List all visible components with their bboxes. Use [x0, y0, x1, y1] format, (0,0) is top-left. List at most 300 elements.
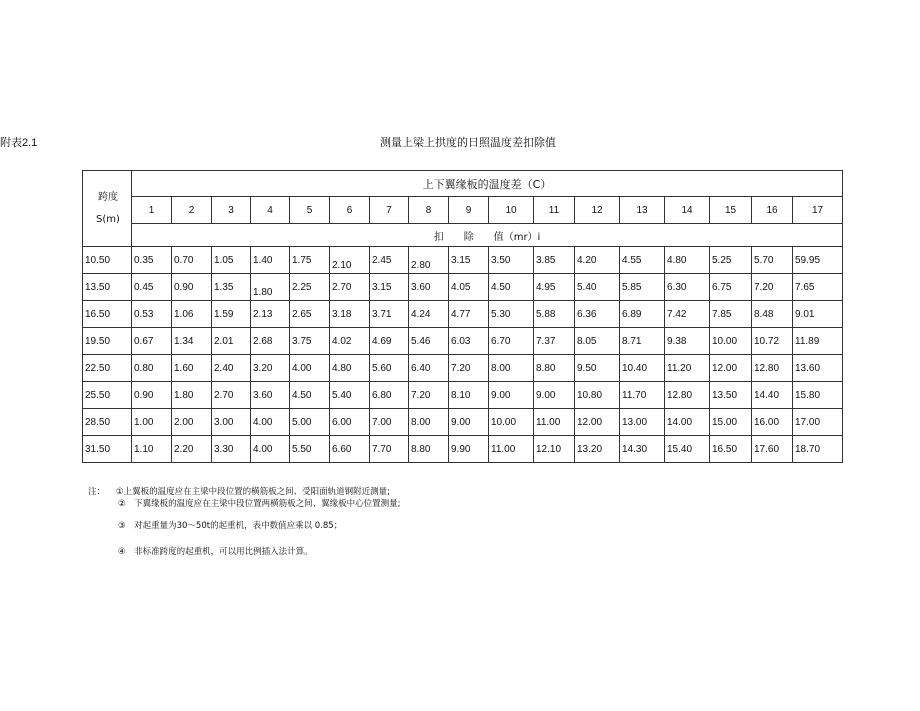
value-cell: [710, 274, 752, 301]
table-row: [83, 436, 843, 463]
value-text: 12.80: [667, 389, 693, 401]
value-text: 4.02: [332, 335, 352, 347]
value-cell: [172, 355, 212, 382]
temp-col-header: 15: [710, 197, 752, 224]
value-text: 18.70: [795, 443, 821, 455]
value-text: 9.38: [667, 335, 687, 347]
value-cell: [665, 382, 710, 409]
value-text: 11.89: [795, 335, 820, 347]
table-row: [83, 409, 843, 436]
value-text: 9.01: [795, 308, 815, 320]
value-text: 11.00: [491, 443, 516, 455]
value-cell: [575, 436, 620, 463]
value-text: 1.40: [253, 254, 273, 266]
value-text: 4.80: [332, 362, 352, 374]
value-cell: [370, 436, 409, 463]
value-text: 8.00: [411, 416, 431, 428]
value-cell: [665, 409, 710, 436]
value-text: 2.20: [174, 443, 194, 455]
value-cell: [449, 382, 489, 409]
value-text: 1.75: [292, 254, 312, 266]
value-text: 3.18: [332, 308, 352, 320]
value-text: 8.00: [491, 362, 511, 374]
temp-col-header: 17: [793, 197, 843, 224]
value-cell: [575, 301, 620, 328]
value-text: 6.89: [622, 308, 642, 320]
value-cell: [132, 355, 172, 382]
value-cell: [752, 355, 793, 382]
value-cell: [534, 382, 575, 409]
span-cell: 22.50: [83, 355, 132, 382]
value-cell: [212, 328, 251, 355]
value-cell: [620, 382, 665, 409]
temp-col-header: 11: [534, 197, 575, 224]
value-cell: [409, 409, 449, 436]
value-text: 15.80: [795, 389, 821, 401]
value-text: 1.80: [253, 286, 273, 298]
value-cell: [665, 436, 710, 463]
value-cell: [710, 355, 752, 382]
value-cell: [370, 382, 409, 409]
value-text: 7.42: [667, 308, 687, 320]
value-text: 15.40: [667, 443, 693, 455]
temp-col-header: 14: [665, 197, 710, 224]
value-cell: [752, 382, 793, 409]
value-text: 6.03: [451, 335, 471, 347]
value-text: 17.60: [754, 443, 780, 455]
temp-col-header: 5: [290, 197, 330, 224]
table-row: [83, 301, 843, 328]
temp-col-header: 2: [172, 197, 212, 224]
value-text: 4.55: [622, 254, 642, 266]
value-cell: [534, 301, 575, 328]
value-text: 13.00: [622, 416, 648, 428]
value-cell: [172, 436, 212, 463]
table-row: [83, 355, 843, 382]
value-text: 1.35: [214, 281, 234, 293]
value-text: 3.00: [214, 416, 234, 428]
value-cell: [534, 409, 575, 436]
value-text: 7.00: [372, 416, 392, 428]
value-cell: [330, 409, 370, 436]
value-cell: [290, 247, 330, 274]
value-text: 12.00: [712, 362, 738, 374]
value-text: 8.10: [451, 389, 471, 401]
value-text: 9.00: [451, 416, 471, 428]
value-cell: [489, 436, 534, 463]
span-header-line1: 跨度: [98, 191, 118, 203]
header-row-temp-columns: [83, 197, 843, 224]
value-text: 12.00: [577, 416, 603, 428]
value-cell: [752, 247, 793, 274]
value-text: 4.20: [577, 254, 597, 266]
value-cell: [251, 436, 290, 463]
value-cell: [330, 247, 370, 274]
value-cell: [409, 301, 449, 328]
value-text: 6.30: [667, 281, 687, 293]
value-cell: [752, 301, 793, 328]
value-text: 2.40: [214, 362, 234, 374]
value-text: 10.72: [754, 335, 780, 347]
value-text: 2.80: [411, 259, 431, 271]
value-cell: [172, 409, 212, 436]
temp-col-header: 4: [251, 197, 290, 224]
value-cell: [575, 382, 620, 409]
value-text: 7.85: [712, 308, 732, 320]
value-text: 3.30: [214, 443, 234, 455]
value-cell: [793, 355, 843, 382]
value-text: 7.20: [754, 281, 774, 293]
value-cell: [132, 247, 172, 274]
value-cell: [793, 301, 843, 328]
notes-label: 注：: [88, 487, 106, 497]
value-cell: [251, 301, 290, 328]
value-text: 5.46: [411, 335, 431, 347]
table-row: [83, 247, 843, 274]
value-cell: [330, 436, 370, 463]
value-cell: [409, 247, 449, 274]
value-cell: [172, 328, 212, 355]
value-cell: [290, 355, 330, 382]
value-text: 10.00: [712, 335, 738, 347]
value-text: 8.05: [577, 335, 597, 347]
value-cell: [620, 409, 665, 436]
value-text: 1.05: [214, 254, 234, 266]
value-text: 5.30: [491, 308, 511, 320]
value-cell: [793, 247, 843, 274]
value-cell: [370, 301, 409, 328]
value-text: 1.06: [174, 308, 194, 320]
value-text: 3.20: [253, 362, 273, 374]
value-cell: [489, 274, 534, 301]
value-cell: [251, 247, 290, 274]
value-cell: [409, 328, 449, 355]
deduction-header: 扣 除 值（mr）i: [132, 224, 843, 247]
value-cell: [710, 382, 752, 409]
value-text: 13.60: [795, 362, 821, 374]
value-cell: [330, 274, 370, 301]
value-text: 0.70: [174, 254, 194, 266]
value-text: 16.50: [712, 443, 738, 455]
header-row-temperature: [83, 171, 843, 197]
span-cell: 13.50: [83, 274, 132, 301]
value-text: 5.70: [754, 254, 774, 266]
value-text: 7.65: [795, 281, 815, 293]
value-text: 2.13: [253, 308, 273, 320]
value-text: 7.20: [451, 362, 471, 374]
value-cell: [534, 274, 575, 301]
value-cell: [534, 355, 575, 382]
value-cell: [752, 409, 793, 436]
value-text: 5.85: [622, 281, 642, 293]
value-cell: [212, 409, 251, 436]
value-cell: [132, 382, 172, 409]
value-text: 15.00: [712, 416, 738, 428]
value-cell: [449, 328, 489, 355]
value-cell: [575, 355, 620, 382]
value-cell: [489, 409, 534, 436]
value-cell: [449, 436, 489, 463]
value-cell: [290, 382, 330, 409]
value-cell: [793, 436, 843, 463]
value-cell: [710, 409, 752, 436]
value-text: 14.00: [667, 416, 693, 428]
value-text: 0.53: [134, 308, 154, 320]
table-row: [83, 328, 843, 355]
value-cell: [330, 382, 370, 409]
value-cell: [534, 247, 575, 274]
value-text: 0.35: [134, 254, 154, 266]
value-cell: [251, 328, 290, 355]
value-text: 2.70: [214, 389, 234, 401]
value-cell: [665, 247, 710, 274]
header-row-deduction: [83, 224, 843, 247]
value-cell: [752, 274, 793, 301]
value-cell: [330, 355, 370, 382]
value-text: 2.65: [292, 308, 312, 320]
value-cell: [534, 328, 575, 355]
note-4: ④ 非标准跨度的起重机，可以用比例插入法计算。: [118, 547, 313, 557]
value-cell: [132, 436, 172, 463]
value-text: 9.90: [451, 443, 471, 455]
value-cell: [251, 274, 290, 301]
value-text: 1.59: [214, 308, 234, 320]
value-text: 17.00: [795, 416, 821, 428]
value-text: 6.75: [712, 281, 732, 293]
value-cell: [132, 328, 172, 355]
value-cell: [449, 409, 489, 436]
value-cell: [449, 247, 489, 274]
value-cell: [132, 409, 172, 436]
value-cell: [409, 355, 449, 382]
value-cell: [710, 328, 752, 355]
span-cell: 19.50: [83, 328, 132, 355]
value-cell: [290, 274, 330, 301]
value-text: 5.88: [536, 308, 556, 320]
value-cell: [752, 328, 793, 355]
value-cell: [409, 436, 449, 463]
value-text: 1.34: [174, 335, 194, 347]
value-cell: [793, 382, 843, 409]
value-text: 4.95: [536, 281, 556, 293]
value-text: 5.40: [332, 389, 352, 401]
value-text: 3.50: [491, 254, 511, 266]
value-cell: [251, 382, 290, 409]
value-text: 0.67: [134, 335, 154, 347]
value-text: 2.70: [332, 281, 352, 293]
value-text: 11.20: [667, 362, 692, 374]
value-cell: [172, 247, 212, 274]
temp-col-header: 13: [620, 197, 665, 224]
value-text: 6.40: [411, 362, 431, 374]
value-cell: [290, 301, 330, 328]
span-cell: 25.50: [83, 382, 132, 409]
value-text: 10.40: [622, 362, 648, 374]
value-cell: [489, 247, 534, 274]
value-cell: [665, 355, 710, 382]
value-text: 3.15: [451, 254, 471, 266]
value-text: 2.68: [253, 335, 273, 347]
value-text: 1.60: [174, 362, 194, 374]
value-text: 4.24: [411, 308, 431, 320]
value-cell: [212, 247, 251, 274]
temp-col-header: 1: [132, 197, 172, 224]
value-cell: [172, 274, 212, 301]
value-text: 10.80: [577, 389, 603, 401]
value-text: 14.40: [754, 389, 780, 401]
value-text: 4.50: [292, 389, 312, 401]
span-cell: 28.50: [83, 409, 132, 436]
value-cell: [489, 382, 534, 409]
value-cell: [710, 247, 752, 274]
temp-col-header: 16: [752, 197, 793, 224]
value-cell: [575, 274, 620, 301]
value-cell: [620, 328, 665, 355]
value-cell: [370, 247, 409, 274]
value-cell: [290, 328, 330, 355]
value-text: 3.60: [253, 389, 273, 401]
span-cell: 31.50: [83, 436, 132, 463]
value-text: 13.20: [577, 443, 603, 455]
value-text: 8.80: [536, 362, 556, 374]
value-cell: [449, 301, 489, 328]
value-text: 5.60: [372, 362, 392, 374]
span-cell: 16.50: [83, 301, 132, 328]
temp-col-header: 6: [330, 197, 370, 224]
value-text: 11.70: [622, 389, 647, 401]
span-header: [83, 171, 132, 247]
temp-col-header: 9: [449, 197, 489, 224]
appendix-label: 附表2.1: [0, 137, 38, 149]
value-cell: [409, 274, 449, 301]
value-text: 13.50: [712, 389, 738, 401]
value-text: 4.69: [372, 335, 392, 347]
value-cell: [172, 301, 212, 328]
value-cell: [793, 409, 843, 436]
value-text: 0.90: [134, 389, 154, 401]
table-row: [83, 274, 843, 301]
value-text: 2.01: [214, 335, 234, 347]
value-text: 10.00: [491, 416, 517, 428]
value-text: 3.15: [372, 281, 392, 293]
value-cell: [710, 301, 752, 328]
value-text: 9.50: [577, 362, 597, 374]
value-text: 4.00: [253, 416, 273, 428]
value-text: 4.50: [491, 281, 511, 293]
value-text: 5.00: [292, 416, 312, 428]
value-text: 11.00: [536, 416, 561, 428]
value-text: 59.95: [795, 254, 821, 266]
value-text: 4.80: [667, 254, 687, 266]
value-cell: [212, 436, 251, 463]
value-cell: [620, 436, 665, 463]
value-cell: [793, 274, 843, 301]
value-cell: [534, 436, 575, 463]
value-text: 4.77: [451, 308, 471, 320]
value-text: 0.45: [134, 281, 154, 293]
value-text: 3.75: [292, 335, 312, 347]
value-cell: [172, 382, 212, 409]
value-text: 9.00: [491, 389, 511, 401]
temp-col-header: 12: [575, 197, 620, 224]
value-text: 5.25: [712, 254, 732, 266]
value-text: 9.00: [536, 389, 556, 401]
value-cell: [370, 274, 409, 301]
value-text: 3.71: [372, 308, 392, 320]
deduction-table: [82, 170, 843, 463]
value-cell: [330, 328, 370, 355]
value-cell: [449, 355, 489, 382]
value-cell: [575, 409, 620, 436]
value-text: 3.60: [411, 281, 431, 293]
temp-diff-header: 上下翼缘板的温度差（C）: [132, 171, 843, 197]
value-cell: [212, 301, 251, 328]
value-cell: [132, 274, 172, 301]
value-cell: [290, 409, 330, 436]
value-text: 1.00: [134, 416, 154, 428]
value-text: 3.85: [536, 254, 556, 266]
value-text: 6.36: [577, 308, 597, 320]
value-text: 2.10: [332, 259, 352, 271]
value-text: 0.80: [134, 362, 154, 374]
value-text: 12.10: [536, 443, 562, 455]
value-cell: [665, 301, 710, 328]
value-cell: [132, 301, 172, 328]
value-text: 7.70: [372, 443, 392, 455]
value-text: 8.80: [411, 443, 431, 455]
temp-col-header: 10: [489, 197, 534, 224]
value-cell: [251, 409, 290, 436]
temp-col-header: 7: [370, 197, 409, 224]
value-text: 14.30: [622, 443, 648, 455]
value-text: 6.60: [332, 443, 352, 455]
value-cell: [370, 328, 409, 355]
value-cell: [620, 301, 665, 328]
value-cell: [665, 328, 710, 355]
value-cell: [710, 436, 752, 463]
value-cell: [665, 274, 710, 301]
value-text: 12.80: [754, 362, 780, 374]
value-cell: [575, 247, 620, 274]
span-cell: 10.50: [83, 247, 132, 274]
value-cell: [489, 301, 534, 328]
value-cell: [620, 274, 665, 301]
value-text: 6.80: [372, 389, 392, 401]
value-cell: [620, 247, 665, 274]
value-cell: [290, 436, 330, 463]
note-3: ③ 对起重量为30～50t的起重机，表中数值应乘以 0.85；: [118, 521, 343, 531]
value-cell: [793, 328, 843, 355]
value-text: 7.20: [411, 389, 431, 401]
value-cell: [212, 355, 251, 382]
table-row: [83, 382, 843, 409]
value-text: 5.40: [577, 281, 597, 293]
note-1: ①上翼板的温度应在主梁中段位置的横筋板之间、受阳面轨道钢附近测量;: [116, 487, 390, 497]
value-text: 6.70: [491, 335, 511, 347]
value-cell: [251, 355, 290, 382]
value-cell: [752, 436, 793, 463]
value-text: 4.05: [451, 281, 471, 293]
value-cell: [370, 409, 409, 436]
value-cell: [212, 382, 251, 409]
value-cell: [449, 274, 489, 301]
note-2: ② 下翼缘板的温度应在主梁中段位置两横筋板之间、翼缘板中心位置测量;: [118, 499, 401, 509]
value-text: 16.00: [754, 416, 780, 428]
value-text: 4.00: [253, 443, 273, 455]
value-text: 5.50: [292, 443, 312, 455]
value-text: 8.71: [622, 335, 642, 347]
value-text: 8.48: [754, 308, 774, 320]
